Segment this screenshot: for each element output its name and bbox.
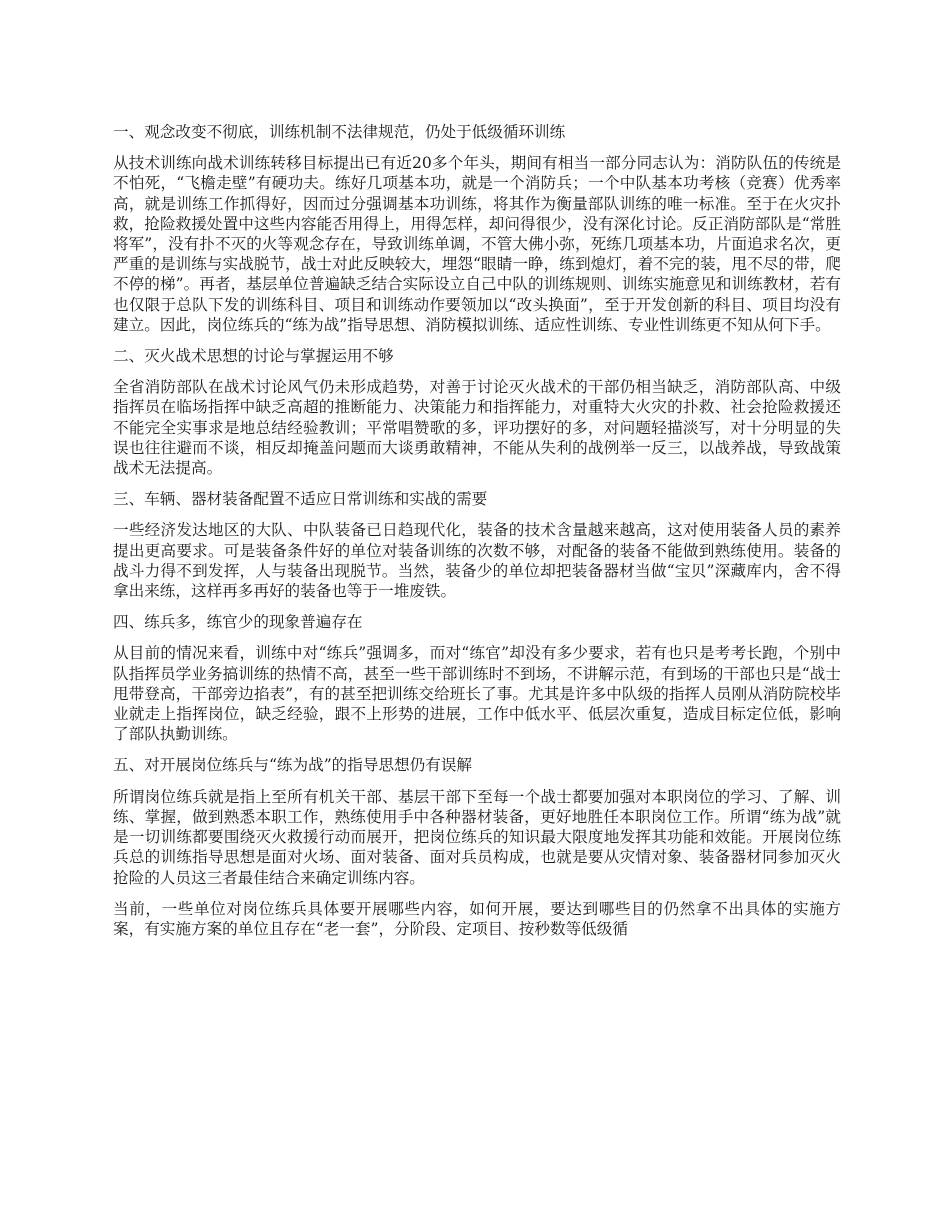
section-paragraph-2: 全省消防部队在战术讨论风气仍未形成趋势，对善于讨论灭火战术的干部仍相当缺乏，消防部队高、中级指挥员在临场指挥中缺乏高超的推断能力、决策能力和指挥能力，对重特大火灾的扑救、社会抢险救援还不能完全实事求是地总结经验教训；平常唱赞歌的多，评功摆好的多，对问题轻描淡写，对十分明显的失误也往往避而不谈，相反却掩盖问题而大谈勇敢精神，不能从失利的战例举一反三，以战养战，导致战策战术无法提高。 bbox=[113, 378, 841, 478]
section-paragraph-4: 从目前的情况来看，训练中对“练兵”强调多，而对“练官”却没有多少要求，若有也只是考考长跑，个别中队指挥员学业务搞训练的热情不高，甚至一些干部训练时不到场，不讲解示范，有到场的干部也只是“战士甩带登高，干部旁边掐表”，有的甚至把训练交给班长了事。尤其是许多中队级的指挥人员刚从消防院校毕业就走上指挥岗位，缺乏经验，跟不上形势的进展，工作中低水平、低层次重复，造成目标定位低，影响了部队执勤训练。 bbox=[113, 644, 841, 744]
section-heading-1: 一、观念改变不彻底，训练机制不法律规范，仍处于低级循环训练 bbox=[113, 123, 566, 141]
section-paragraph-5b: 当前，一些单位对岗位练兵具体要开展哪些内容，如何开展，要达到哪些目的仍然拿不出具体的实施方案，有实施方案的单位且存在“老一套”，分阶段、定项目、按秒数等低级循 bbox=[113, 899, 841, 938]
section-paragraph-5a: 所谓岗位练兵就是指上至所有机关干部、基层干部下至每一个战士都要加强对本职岗位的学习、了解、训练、掌握，做到熟悉本职工作，熟练使用手中各种器材装备，更好地胜任本职岗位工作。所谓“练为战”就是一切训练都要围绕灭火救援行动而展开，把岗位练兵的知识最大限度地发挥其功能和效能。开展岗位练兵总的训练指导思想是面对火场、面对装备、面对兵员构成，也就是要从灾情对象、装备器材同参加灭火抢险的人员这三者最佳结合来确定训练内容。 bbox=[113, 787, 841, 887]
section-paragraph-3: 一些经济发达地区的大队、中队装备已日趋现代化，装备的技术含量越来越高，这对使用装备人员的素养提出更高要求。可是装备条件好的单位对装备训练的次数不够，对配备的装备不能做到熟练使用。装备的战斗力得不到发挥，人与装备出现脱节。当然，装备少的单位却把装备器材当做“宝贝”深藏库内，舍不得拿出来练，这样再多再好的装备也等于一堆废铁。 bbox=[113, 521, 841, 601]
section-heading-4: 四、练兵多，练官少的现象普遍存在 bbox=[113, 613, 363, 632]
document-body bbox=[113, 122, 841, 950]
section-heading-2: 二、灭火战术思想的讨论与掌握运用不够 bbox=[113, 347, 394, 366]
section-heading-3: 三、车辆、器材装备配置不适应日常训练和实战的需要 bbox=[113, 490, 488, 509]
section-paragraph-1: 从技术训练向战术训练转移目标提出已有近20多个年头，期间有相当一部分同志认为：消防队伍的传统是不怕死，“飞檐走壁”有硬功夫。练好几项基本功，就是一个消防兵；一个中队基本功考核（竞赛）优秀率高，就是训练工作抓得好，因而过分强调基本功训练，将其作为衡量部队训练的唯一标准。至于在火灾扑救，抢险救援处置中这些内容能否用得上，用得怎样，却问得很少，没有深化讨论。反正消防部队是“常胜将军”，没有扑不灭的火等观念存在，导致训练单调，不管大佛小弥，死练几项基本功，片面追求名次，更严重的是训练与实战脱节，战士对此反映较大，埋怨“眼睛一睁，练到熄灯，着不完的装，甩不尽的带，爬不停的梯”。再者，基层单位普遍缺乏结合实际设立自己中队的训练规则、训练实施意见和训练教材，若有也仅限于总队下发的训练科目、项目和训练动作要领加以“改头换面”，至于开发创新的科目、项目均没有建立。因此，岗位练兵的“练为战”指导思想、消防模拟训练、适应性训练、专业性训练更不知从何下手。 bbox=[113, 154, 841, 334]
section-heading-5: 五、对开展岗位练兵与“练为战”的指导思想仍有误解 bbox=[113, 756, 473, 775]
